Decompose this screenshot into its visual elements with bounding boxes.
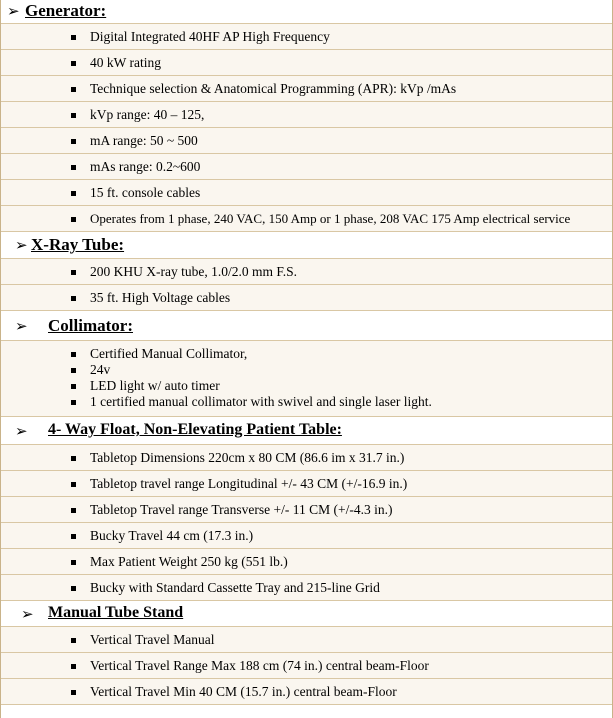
- square-bullet-icon: [71, 368, 76, 373]
- square-bullet-icon: [71, 456, 76, 461]
- list-item: [1, 575, 612, 601]
- item-text: Vertical Travel Range Max 188 cm (74 in.) central beam-Floor: [90, 658, 429, 673]
- list-item: [1, 259, 612, 285]
- item-text: 40 kW rating: [90, 55, 161, 70]
- section-header-patient-table: [1, 417, 612, 445]
- item-text: Vertical Travel Manual: [90, 632, 215, 647]
- arrow-bullet-icon: ➢: [15, 424, 28, 440]
- item-text: 35 ft. High Voltage cables: [90, 290, 231, 305]
- list-item: [1, 445, 612, 471]
- square-bullet-icon: [71, 664, 76, 669]
- list-item: [1, 497, 612, 523]
- section-header-x-ray-tube: [1, 232, 612, 259]
- list-item: [1, 128, 612, 154]
- section-title: Manual Tube Stand: [48, 604, 184, 621]
- section-title: X-Ray Tube:: [31, 235, 125, 254]
- list-item: [1, 653, 612, 679]
- item-text: Digital Integrated 40HF AP High Frequency: [90, 29, 330, 44]
- square-bullet-icon: [71, 482, 76, 487]
- list-item: [1, 206, 612, 232]
- item-text: Bucky with Standard Cassette Tray and 215-line Grid: [90, 580, 380, 595]
- square-bullet-icon: [71, 690, 76, 695]
- list-item: [1, 679, 612, 705]
- item-text: Operates from 1 phase, 240 VAC, 150 Amp or 1 phase, 208 VAC 175 Amp electrical service: [90, 211, 571, 226]
- item-text: LED light w/ auto timer: [90, 378, 220, 393]
- arrow-bullet-icon: ➢: [7, 4, 20, 20]
- square-bullet-icon: [71, 508, 76, 513]
- item-text: mA range: 50 ~ 500: [90, 133, 198, 148]
- item-text: 1 certified manual collimator with swivel and single laser light.: [90, 394, 432, 409]
- item-text: Certified Manual Collimator,: [90, 346, 248, 361]
- square-bullet-icon: [71, 560, 76, 565]
- square-bullet-icon: [71, 87, 76, 92]
- list-item: [1, 180, 612, 206]
- square-bullet-icon: [71, 586, 76, 591]
- list-item: [1, 102, 612, 128]
- item-text: Tabletop Travel range Transverse +/- 11 CM (+/-4.3 in.): [90, 502, 393, 517]
- arrow-bullet-icon: ➢: [15, 319, 28, 335]
- list-item: [1, 50, 612, 76]
- section-header-generator: [1, 0, 612, 24]
- square-bullet-icon: [71, 165, 76, 170]
- square-bullet-icon: [71, 384, 76, 389]
- list-item: [1, 627, 612, 653]
- section-title: Generator:: [25, 1, 107, 20]
- item-text: 15 ft. console cables: [90, 185, 201, 200]
- list-item: [1, 24, 612, 50]
- arrow-bullet-icon: ➢: [21, 607, 34, 623]
- square-bullet-icon: [71, 191, 76, 196]
- item-text: Vertical Travel Min 40 CM (15.7 in.) central beam-Floor: [90, 684, 397, 699]
- section-title: 4- Way Float, Non-Elevating Patient Table:: [48, 421, 342, 438]
- item-text: Tabletop travel range Longitudinal +/- 43 CM (+/-16.9 in.): [90, 476, 408, 491]
- item-text: Bucky Travel 44 cm (17.3 in.): [90, 528, 254, 543]
- item-text: Tabletop Dimensions 220cm x 80 CM (86.6 im x 31.7 in.): [90, 450, 405, 465]
- square-bullet-icon: [71, 139, 76, 144]
- square-bullet-icon: [71, 638, 76, 643]
- square-bullet-icon: [71, 270, 76, 275]
- list-item: [1, 285, 612, 311]
- item-text: mAs range: 0.2~600: [90, 159, 201, 174]
- collimator-list: [1, 341, 612, 417]
- list-item: [1, 523, 612, 549]
- square-bullet-icon: [71, 534, 76, 539]
- item-text: Technique selection & Anatomical Programming (APR): kVp /mAs: [90, 81, 457, 96]
- item-text: 200 KHU X-ray tube, 1.0/2.0 mm F.S.: [90, 264, 298, 279]
- list-item: [1, 471, 612, 497]
- square-bullet-icon: [71, 113, 76, 118]
- square-bullet-icon: [71, 35, 76, 40]
- arrow-bullet-icon: ➢: [15, 238, 28, 254]
- square-bullet-icon: [71, 296, 76, 301]
- square-bullet-icon: [71, 217, 76, 222]
- list-item: [1, 76, 612, 102]
- square-bullet-icon: [71, 352, 76, 357]
- section-header-manual-tube-stand: [1, 601, 612, 627]
- list-item: [1, 154, 612, 180]
- item-text: kVp range: 40 – 125,: [90, 107, 205, 122]
- section-header-collimator: [1, 311, 612, 341]
- section-title: Collimator:: [48, 316, 133, 335]
- item-text: 24v: [90, 362, 111, 377]
- list-item: [1, 549, 612, 575]
- square-bullet-icon: [71, 61, 76, 66]
- item-text: Max Patient Weight 250 kg (551 lb.): [90, 554, 288, 569]
- square-bullet-icon: [71, 400, 76, 405]
